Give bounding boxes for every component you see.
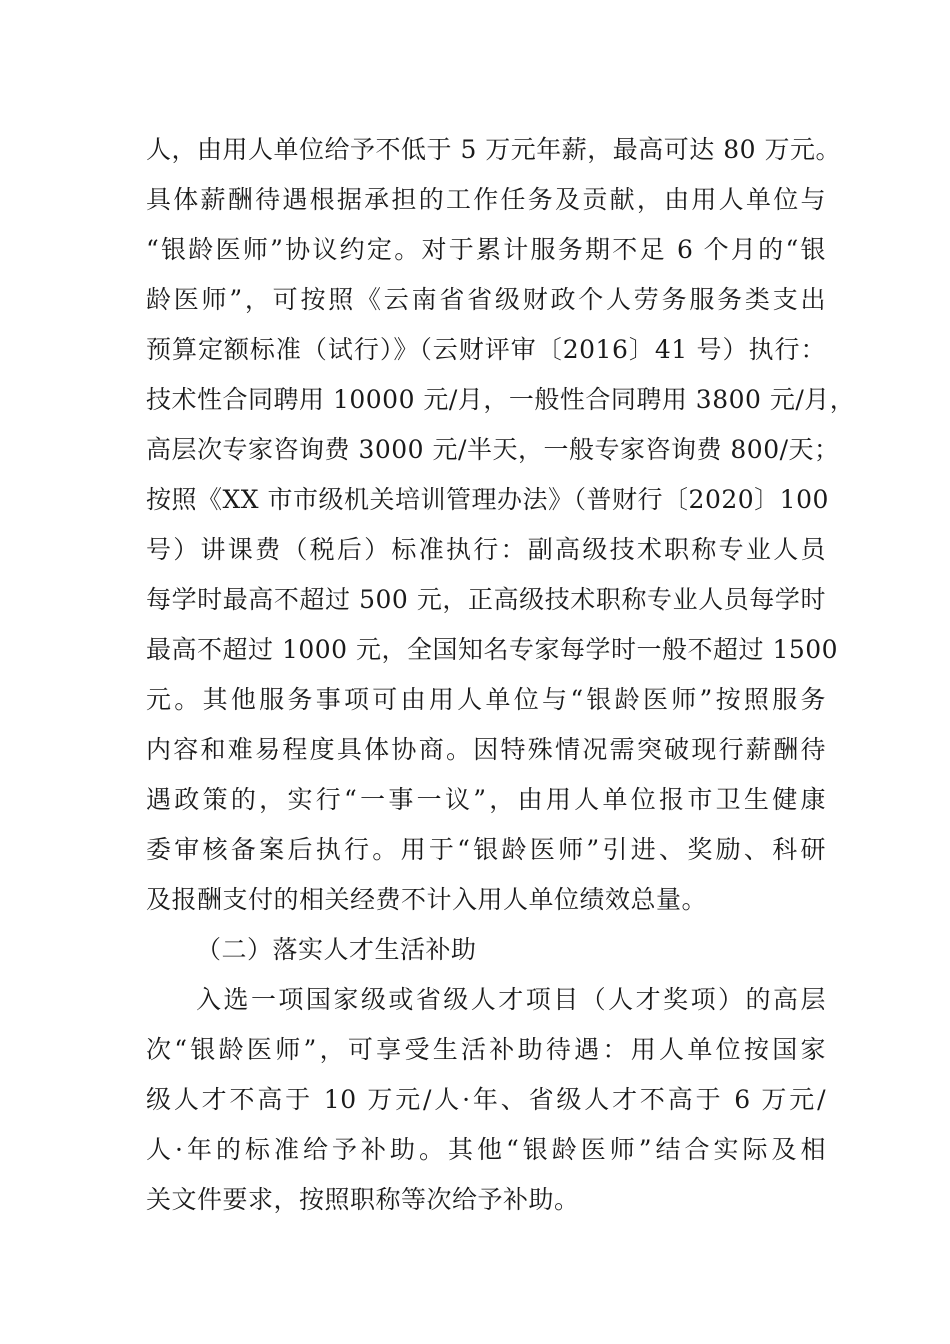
- text-line: “银龄医师”协议约定。对于累计服务期不足 6 个月的“银: [146, 235, 826, 264]
- text-line: 预算定额标准（试行）》（云财评审〔2016〕41 号）执行：: [146, 335, 826, 364]
- section-heading: （二）落实人才生活补助: [196, 935, 477, 964]
- text-line: 每学时最高不超过 500 元，正高级技术职称专业人员每学时: [146, 585, 826, 614]
- text-line: 委审核备案后执行。用于“银龄医师”引进、奖励、科研: [146, 835, 826, 864]
- text-line: 号）讲课费（税后）标准执行：副高级技术职称专业人员: [146, 535, 826, 564]
- text-line: 龄医师”，可按照《云南省省级财政个人劳务服务类支出: [146, 285, 826, 314]
- text-line: 人·年的标准给予补助。其他“银龄医师”结合实际及相: [146, 1135, 826, 1164]
- text-line: 高层次专家咨询费 3000 元/半天，一般专家咨询费 800/天；: [146, 435, 840, 464]
- text-line: 具体薪酬待遇根据承担的工作任务及贡献，由用人单位与: [146, 185, 826, 214]
- text-line: 最高不超过 1000 元，全国知名专家每学时一般不超过 1500: [146, 635, 839, 664]
- text-line: 元。其他服务事项可由用人单位与“银龄医师”按照服务: [146, 685, 826, 714]
- text-line: 内容和难易程度具体协商。因特殊情况需突破现行薪酬待: [146, 735, 826, 764]
- text-line: 按照《XX 市市级机关培训管理办法》（普财行〔2020〕100: [146, 485, 829, 514]
- text-line: 次“银龄医师”，可享受生活补助待遇：用人单位按国家: [146, 1035, 826, 1064]
- text-line: 级人才不高于 10 万元/人·年、省级人才不高于 6 万元/: [146, 1085, 826, 1114]
- text-line: 遇政策的，实行“一事一议”，由用人单位报市卫生健康: [146, 785, 826, 814]
- text-line: 及报酬支付的相关经费不计入用人单位绩效总量。: [146, 885, 708, 914]
- text-line: 技术性合同聘用 10000 元/月，一般性合同聘用 3800 元/月，: [146, 385, 856, 414]
- text-line: 关文件要求，按照职称等次给予补助。: [146, 1185, 580, 1214]
- text-line: 入选一项国家级或省级人才项目（人才奖项）的高层: [196, 985, 826, 1014]
- text-line: 人，由用人单位给予不低于 5 万元年薪，最高可达 80 万元。: [146, 135, 842, 164]
